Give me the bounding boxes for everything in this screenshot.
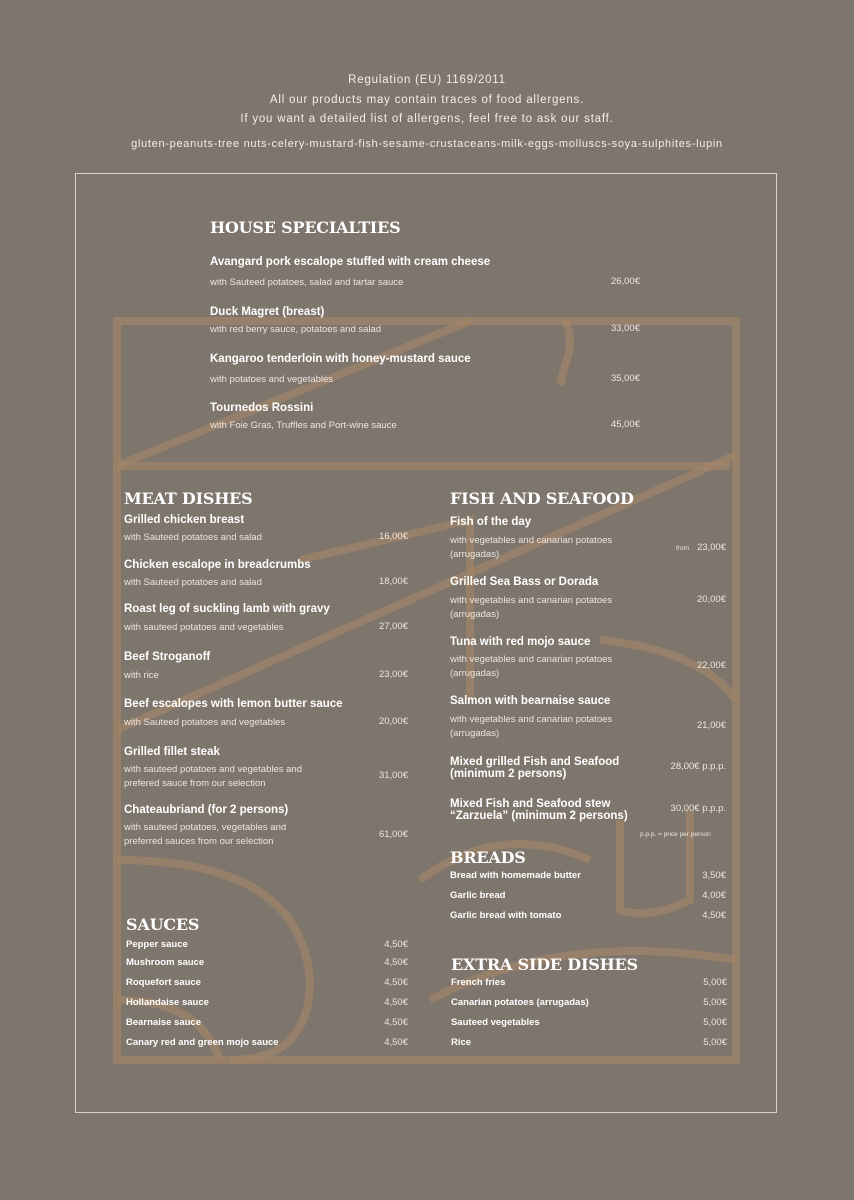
side-item-price: 5,00€: [703, 1017, 727, 1028]
sauce-item-name: Hollandaise sauce: [126, 997, 209, 1008]
ppp-note: p.p.p. = price per person: [640, 831, 711, 838]
fish-item-price: 21,00€: [696, 720, 726, 731]
bread-item-price: 3,50€: [702, 870, 726, 881]
fish-item-desc: with vegetables and canarian potatoes (arrugadas): [450, 714, 613, 739]
meat-item-desc: with Sauteed potatoes and salad: [124, 577, 262, 588]
meat-item-name: Chateaubriand (for 2 persons): [124, 804, 289, 816]
fish-item-price: 20,00€: [696, 594, 726, 605]
fish-item-name: Mixed Fish and Seafood stew “Zarzuela” (minimum 2 persons): [450, 798, 628, 822]
fish-item-desc: with vegetables and canarian potatoes (arrugadas): [450, 654, 613, 679]
house-item-desc: with Sauteed potatoes, salad and tartar sauce: [210, 277, 404, 288]
side-item-name: French fries: [451, 977, 506, 988]
side-item-price: 5,00€: [703, 997, 727, 1008]
allergen-notice-line2: If you want a detailed list of allergens, feel free to ask our staff.: [240, 113, 614, 125]
allergen-notice-line1: All our products may contain traces of food allergens.: [269, 94, 585, 106]
side-item-name: Sauteed vegetables: [451, 1017, 540, 1028]
allergen-list: gluten-peanuts-tree nuts-celery-mustard-fish-sesame-crustaceans-milk-eggs-molluscs-soya-sulphites-lupin: [131, 138, 723, 150]
house-specialties-title: HOUSE SPECIALTIES: [210, 218, 401, 237]
house-item-desc: with potatoes and vegetables: [210, 374, 334, 385]
sauce-item-name: Mushroom sauce: [126, 957, 205, 968]
bread-item-name: Bread with homemade butter: [450, 870, 581, 881]
fish-item-desc: with vegetables and canarian potatoes (arrugadas): [450, 535, 613, 560]
sauce-item-price: 4,50€: [384, 939, 408, 950]
fish-item-name: Fish of the day: [450, 516, 532, 528]
house-item-desc: with Foie Gras, Truffles and Port-wine sauce: [210, 420, 397, 431]
meat-item-desc: with rice: [124, 670, 159, 681]
fish-item-name: Grilled Sea Bass or Dorada: [450, 576, 599, 588]
fish-item-price: 23,00€: [696, 542, 726, 553]
fish-seafood-title: FISH AND SEAFOOD: [450, 489, 634, 508]
fish-item-name: Mixed grilled Fish and Seafood (minimum 2 persons): [450, 756, 620, 780]
fish-item-name: Salmon with bearnaise sauce: [450, 695, 611, 707]
meat-item-desc: with Sauteed potatoes and vegetables: [124, 717, 286, 728]
side-item-name: Canarian potatoes (arrugadas): [451, 997, 589, 1008]
sauce-item-price: 4,50€: [384, 1037, 408, 1048]
meat-item-desc: with Sauteed potatoes and salad: [124, 532, 262, 543]
meat-item-price: 23,00€: [378, 669, 408, 680]
sauce-item-price: 4,50€: [384, 1017, 408, 1028]
house-item-desc: with red berry sauce, potatoes and salad: [210, 324, 382, 335]
sauce-item-name: Pepper sauce: [126, 939, 188, 950]
house-item-name: Kangaroo tenderloin with honey-mustard sauce: [210, 353, 471, 365]
meat-item-name: Grilled chicken breast: [124, 514, 245, 526]
meat-item-name: Beef escalopes with lemon butter sauce: [124, 698, 343, 710]
fish-item-name: Tuna with red mojo sauce: [450, 636, 591, 648]
house-item-name: Duck Magret (breast): [210, 306, 325, 318]
sauce-item-name: Canary red and green mojo sauce: [126, 1037, 279, 1048]
sauce-item-name: Roquefort sauce: [126, 977, 201, 988]
sauce-item-name: Bearnaise sauce: [126, 1017, 201, 1028]
side-item-name: Rice: [451, 1037, 472, 1048]
meat-item-price: 16,00€: [378, 531, 408, 542]
bread-item-name: Garlic bread: [450, 890, 506, 901]
sauce-item-price: 4,50€: [384, 977, 408, 988]
fish-item-price: 30,00€ p.p.p.: [670, 803, 726, 814]
meat-item-price: 20,00€: [378, 716, 408, 727]
meat-item-price: 18,00€: [378, 576, 408, 587]
menu-frame: [75, 173, 777, 1113]
house-item-price: 45,00€: [610, 419, 640, 430]
bread-item-price: 4,00€: [702, 890, 726, 901]
meat-item-price: 61,00€: [378, 829, 408, 840]
side-item-price: 5,00€: [703, 1037, 727, 1048]
meat-item-name: Grilled fillet steak: [124, 746, 220, 758]
meat-item-name: Chicken escalope in breadcrumbs: [124, 559, 311, 571]
fish-item-price: 28,00€ p.p.p.: [670, 761, 726, 772]
sauce-item-price: 4,50€: [384, 957, 408, 968]
meat-item-price: 27,00€: [378, 621, 408, 632]
sauces-title: SAUCES: [126, 915, 200, 934]
house-item-price: 35,00€: [610, 373, 640, 384]
house-item-name: Avangard pork escalope stuffed with cream cheese: [210, 256, 491, 268]
side-item-price: 5,00€: [703, 977, 727, 988]
meat-dishes-title: MEAT DISHES: [124, 489, 253, 508]
house-item-price: 33,00€: [610, 323, 640, 334]
regulation-text: Regulation (EU) 1169/2011: [348, 74, 506, 86]
house-item-name: Tournedos Rossini: [210, 402, 314, 414]
bread-item-name: Garlic bread with tomato: [450, 910, 562, 921]
bread-item-price: 4,50€: [702, 910, 726, 921]
house-item-price: 26,00€: [610, 276, 640, 287]
meat-item-desc: with sauteed potatoes and vegetables: [124, 622, 284, 633]
extra-side-dishes-title: EXTRA SIDE DISHES: [451, 955, 638, 974]
sauce-item-price: 4,50€: [384, 997, 408, 1008]
fish-item-price: 22,00€: [696, 660, 726, 671]
from-label: from: [676, 545, 689, 552]
meat-item-name: Beef Stroganoff: [124, 651, 211, 663]
meat-item-desc: with sauteed potatoes and vegetables and prefered sauce from our selection: [124, 764, 302, 789]
meat-item-desc: with sauteed potatoes, vegetables and preferred sauces from our selection: [124, 822, 287, 847]
fish-item-desc: with vegetables and canarian potatoes (arrugadas): [450, 595, 613, 620]
meat-item-price: 31,00€: [378, 770, 408, 781]
breads-title: BREADS: [450, 848, 526, 867]
meat-item-name: Roast leg of suckling lamb with gravy: [124, 603, 330, 615]
